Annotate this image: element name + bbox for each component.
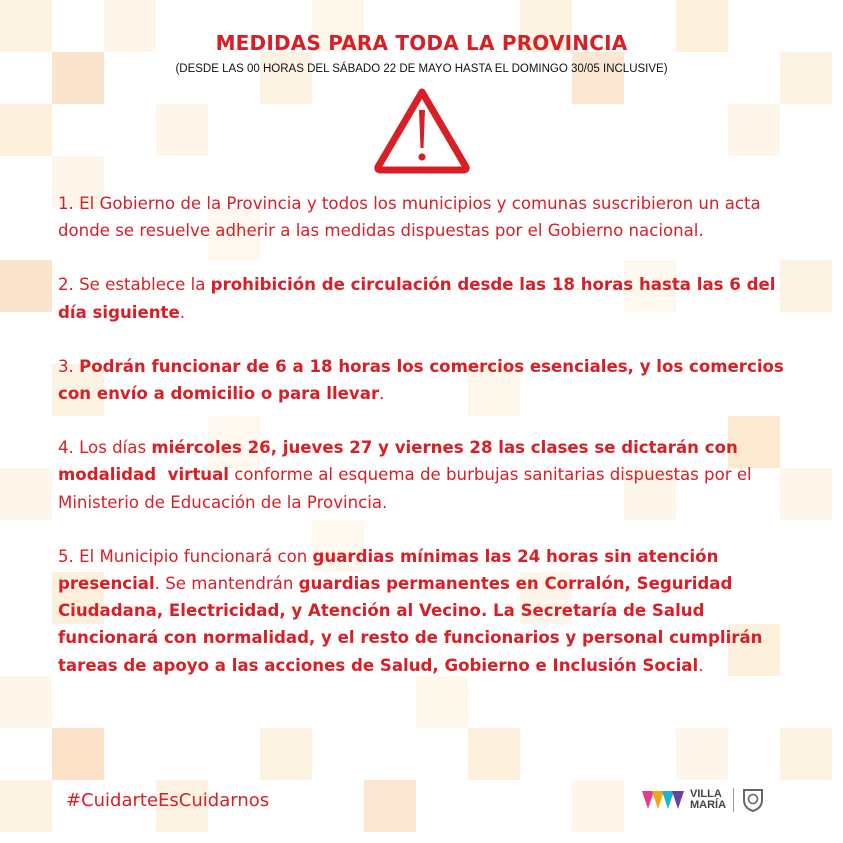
measures-list <box>58 190 793 706</box>
municipal-crest-icon <box>741 787 765 813</box>
villa-maria-wordmark: VILLA MARÍA <box>690 788 727 811</box>
hashtag: #CuidarteEsCuidarnos <box>66 790 270 811</box>
measure-4: 4. Los días miércoles 26, jueves 27 y viernes 28 las clases se dictarán con modalidad virtual conforme al esquema de burbujas sanitarias dispuestas por el Ministerio de Educación de la Provincia. <box>58 438 752 512</box>
page-title: MEDIDAS PARA TODA LA PROVINCIA <box>215 31 628 55</box>
logo-divider <box>733 788 734 812</box>
measure-1: 1. El Gobierno de la Provincia y todos los municipios y comunas suscribieron un acta donde se resuelve adherir a las medidas dispuestas por el Gobierno nacional. <box>58 194 761 241</box>
villa-maria-logo <box>640 785 765 815</box>
villa-maria-logo-mark-icon <box>640 789 686 811</box>
measure-3: 3. Podrán funcionar de 6 a 18 horas los comercios esenciales, y los comercios con envío a domicilio o para llevar. <box>58 356 784 404</box>
measure-5: 5. El Municipio funcionará con guardias mínimas las 24 horas sin atención presencial. Se mantendrán guardias permanentes en Corralón, Seguridad Ciudadana, Electricidad, y Atención al Vecino. La Secretaría de Salud funcionará con normalidad, y el resto de funcionarios y personal cumplirán tareas de apoyo a las acciones de Salud, Gobierno e Inclusión Social. <box>58 546 763 675</box>
page-subtitle: (DESDE LAS 00 HORAS DEL SÁBADO 22 DE MAYO HASTA EL DOMINGO 30/05 INCLUSIVE) <box>175 63 668 75</box>
warning-triangle-icon <box>372 86 472 174</box>
measure-2: 2. Se establece la prohibición de circulación desde las 18 horas hasta las 6 del día siguiente. <box>58 275 776 322</box>
